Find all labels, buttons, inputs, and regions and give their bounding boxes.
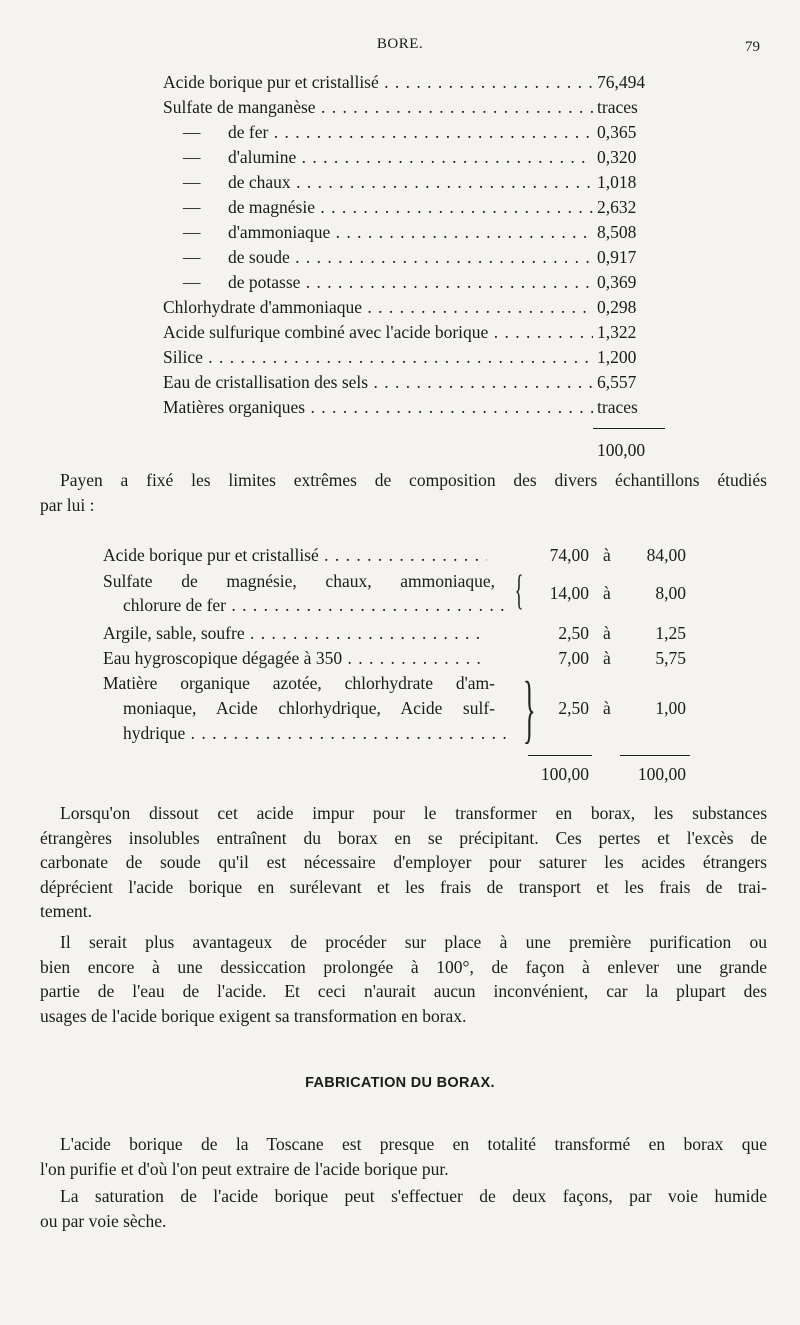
row-value: 76,494 <box>597 72 646 92</box>
table-row <box>103 621 693 645</box>
table-row <box>163 395 659 419</box>
row-label-cont: moniaque, Acide chlorhydrique, Acide sulf- <box>123 698 495 718</box>
max-value: 5,75 <box>655 648 686 668</box>
paragraph-saturation <box>40 1184 767 1233</box>
table-row-continued <box>103 721 693 745</box>
row-label: Silice . . . <box>163 345 593 369</box>
paragraph-payen <box>40 468 767 517</box>
table-row <box>163 195 659 219</box>
ditto-dash: — <box>183 197 201 217</box>
range-word: à <box>603 545 611 565</box>
max-value: 8,00 <box>655 583 686 603</box>
row-label: Acide borique pur et cristallisé . . . <box>103 543 487 567</box>
row-value: 0,298 <box>597 297 637 317</box>
range-word: à <box>603 648 611 668</box>
max-value: 1,25 <box>655 623 686 643</box>
total-rule <box>528 755 592 756</box>
text-line: La saturation de l'acide borique peut s'effectuer de deux façons, par voie humide <box>60 1186 767 1206</box>
table-row <box>163 120 659 144</box>
range-word: à <box>603 698 611 718</box>
row-label-cont: chlorure de fer . . . <box>103 593 507 617</box>
text-line: carbonate de soude qu'il est nécessaire d'employer pour saturer les acides étrangers <box>40 852 767 872</box>
text-line: déprécient l'acide borique en surélevant et les frais de transport et les frais de trai- <box>40 876 767 897</box>
row-value: 1,322 <box>597 322 637 342</box>
text-line: tement. <box>40 901 92 921</box>
table-row <box>163 245 659 269</box>
table-row <box>163 145 659 169</box>
ditto-dash: — <box>183 247 201 267</box>
table-row <box>163 70 659 94</box>
max-value: 84,00 <box>646 545 686 565</box>
text-line: par lui : <box>40 494 95 515</box>
paragraph-toscane <box>40 1132 767 1181</box>
row-label: Chlorhydrate d'ammoniaque . . . <box>163 295 593 319</box>
row-label: de fer <box>228 122 269 142</box>
row-label: Acide borique pur et cristallisé . . . <box>163 70 593 94</box>
row-label: Sulfate de manganèse . . . <box>163 95 593 119</box>
row-value: 8,508 <box>597 222 637 242</box>
row-label: de chaux <box>228 172 291 192</box>
running-title: BORE. <box>376 36 424 52</box>
table-row <box>103 646 693 670</box>
row-label: de magnésie <box>228 197 315 217</box>
text-line: partie de l'eau de l'acide. Et ceci n'aurait aucun inconvénient, car la plupart des <box>40 981 767 1001</box>
row-label: Eau hygroscopique dégagée à 350 . . . <box>103 646 487 670</box>
text-line: ou par voie sèche. <box>40 1210 167 1231</box>
running-header <box>0 36 800 58</box>
total-rule <box>620 755 690 756</box>
row-value: 6,557 <box>597 372 637 392</box>
max-value: 1,00 <box>655 698 686 718</box>
table-row <box>163 270 659 294</box>
table-total: 100,00 <box>597 440 646 460</box>
table-row <box>163 320 659 344</box>
text-line: étrangères insolubles entraînent du borax en se précipitant. Ces pertes et l'excès de <box>40 827 767 848</box>
row-value: 1,018 <box>597 172 637 192</box>
row-value: traces <box>597 97 638 117</box>
paragraph-dissout <box>40 801 767 924</box>
brace: } <box>522 667 536 751</box>
min-value: 2,50 <box>558 698 589 718</box>
row-value: 0,369 <box>597 272 637 292</box>
table-row <box>163 295 659 319</box>
row-label: d'alumine <box>228 147 297 167</box>
row-label: Matières organiques . . . <box>163 395 593 419</box>
page-number: 79 <box>745 39 760 55</box>
min-value: 2,50 <box>558 623 589 643</box>
table-row <box>103 543 693 567</box>
row-value: 1,200 <box>597 347 637 367</box>
text-line: Il serait plus avantageux de procéder sur place à une première purification ou <box>60 932 767 952</box>
row-value: 0,365 <box>597 122 637 142</box>
text-line: bien encore à une dessiccation prolongée à 100°, de façon à enlever une grande <box>40 956 767 977</box>
row-value: 0,320 <box>597 147 637 167</box>
paragraph-avantageux <box>40 930 767 1028</box>
text-line: Payen a fixé les limites extrêmes de composition des divers échantillons étudiés <box>60 470 767 490</box>
ditto-dash: — <box>183 122 201 142</box>
table-row <box>103 671 693 695</box>
text-line: usages de l'acide borique exigent sa transformation en borax. <box>40 1005 467 1026</box>
section-title: FABRICATION DU BORAX. <box>305 1075 495 1091</box>
row-label: Matière organique azotée, chlorhydrate d'am- <box>103 673 495 693</box>
row-label: Sulfate de magnésie, chaux, ammoniaque, <box>103 571 495 591</box>
total-min: 100,00 <box>540 764 589 784</box>
ditto-dash: — <box>183 147 201 167</box>
row-label: Argile, sable, soufre . . . <box>103 621 487 645</box>
row-value: 2,632 <box>597 197 637 217</box>
table-row <box>163 170 659 194</box>
row-label: Acide sulfurique combiné avec l'acide borique . . . <box>163 320 593 344</box>
ditto-dash: — <box>183 272 201 292</box>
row-value: 0,917 <box>597 247 637 267</box>
row-value: traces <box>597 397 638 417</box>
table-row <box>163 370 659 394</box>
total-max: 100,00 <box>637 764 686 784</box>
row-label-cont: hydrique . . . <box>103 721 507 745</box>
brace: { <box>514 568 524 614</box>
text-line: L'acide borique de la Toscane est presque en totalité transformé en borax que <box>60 1134 767 1154</box>
table-row <box>163 220 659 244</box>
table-total-row <box>103 762 693 786</box>
text-line: l'on purifie et d'où l'on peut extraire de l'acide borique pur. <box>40 1158 449 1179</box>
range-word: à <box>603 583 611 603</box>
text-line: Lorsqu'on dissout cet acide impur pour le transformer en borax, les substances <box>60 803 767 823</box>
table-row <box>163 95 659 119</box>
min-value: 74,00 <box>549 545 589 565</box>
table-row <box>163 345 659 369</box>
min-value: 14,00 <box>549 583 589 603</box>
row-label: de potasse <box>228 272 301 292</box>
ditto-dash: — <box>183 172 201 192</box>
range-word: à <box>603 623 611 643</box>
row-label: de soude <box>228 247 290 267</box>
total-rule <box>593 428 665 429</box>
row-label: d'ammoniaque <box>228 222 331 242</box>
ditto-dash: — <box>183 222 201 242</box>
row-label: Eau de cristallisation des sels . . . <box>163 370 593 394</box>
min-value: 7,00 <box>558 648 589 668</box>
